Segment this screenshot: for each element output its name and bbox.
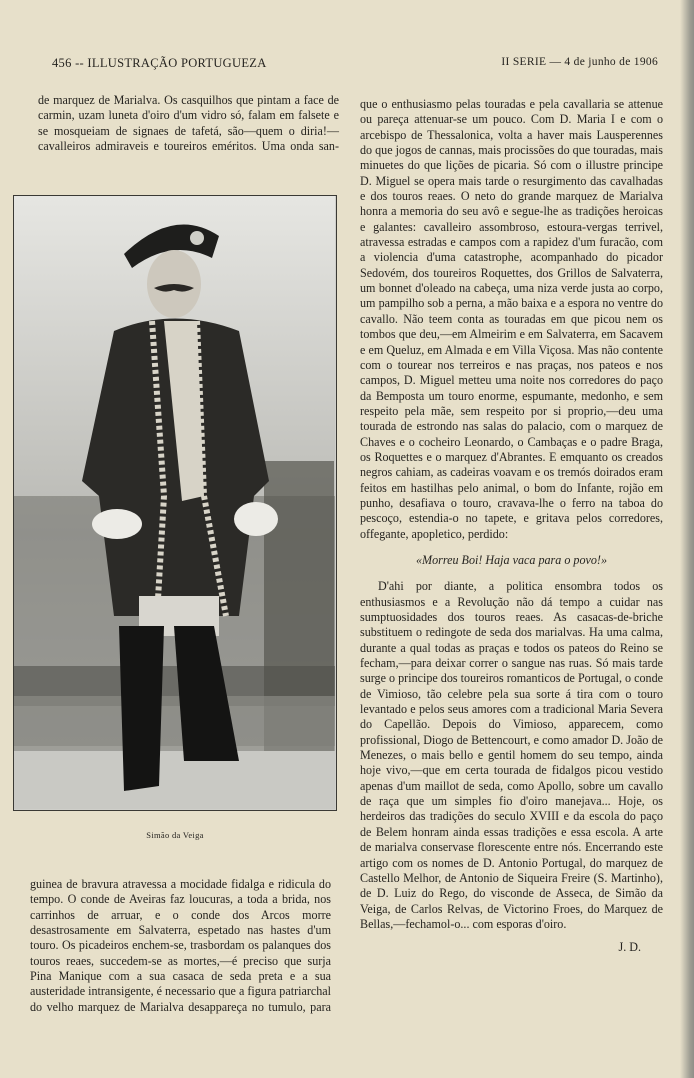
author-signature: J. D.	[618, 940, 641, 955]
article-column-right	[360, 97, 663, 956]
header-issue-date: II SERIE — 4 de junho de 1906	[501, 56, 658, 68]
portrait-illustration	[14, 196, 335, 809]
portrait-photo	[13, 195, 337, 811]
article-paragraph: guinea de bravura atravessa a mocidade fidalga e ridicula do tempo. O conde de Aveiras faz loucuras, a toda a brida, nos carrinhos de arruar, e o conde dos Arcos morre desastrosamente em Salvaterra, espetado nas hastes d'um touro. Os picadeiros enchem-se, trasbordam os palanques dos touros reaes, succedem-se as mortes,—é preciso que surja Pina Manique com a sua casaca de seda preta e a sua austeridade intransigente, é necessario que a figura patriarchal do velho marquez de Marialva desappareça no tumulo, para	[30, 877, 331, 1014]
article-column-bottom-left	[30, 877, 331, 1015]
page-header	[52, 56, 658, 76]
photo-caption: Simão da Veiga	[146, 830, 204, 840]
header-title: 456 -- ILLUSTRAÇÃO PORTUGUEZA	[52, 56, 267, 70]
article-paragraph: que o enthusiasmo pelas touradas e pela cavallaria se attenue ou pareça attenuar-se um pouco. Com D. Maria I e com o arcebispo de Thessalonica, volta a haver mais Lausperennes do que jogos de cannas, mais procissões do que touradas, mais minuetes do que lições de picaria. Só com o illustre principe D. Miguel se opera mais tarde o resurgimento das cavalhadas e dos touros reaes. O neto do grande marquez de Marialva honra a memoria do seu avô e segue-lhe as tradições heroicas e galantes: cavalleiro assombroso, estoura-vergas terrivel, atravessa estradas e campos com a rapidez d'um furacão, com a violencia d'uma catastrophe, acompanhado do picador Sedovém, dos toureiros Roquettes, dos Grillos de Salvaterra, um bonnet d'oleado na cabeça, uma niza verde justa ao corpo, um pampilho sob a perna, a mão baixa e a espora no ventre do cavallo. Não teem conta as touradas em que picou nem os tombos que deu,—em Almeirim e em Salvaterra, em Sacavem e em Queluz, em Almada e em Villa Viçosa. Mas não contente com o tourear nos terreiros e nas praças, nos pateos e nos campos, D. Miguel metteu uma noite nos corredores do paço da Bemposta um touro enorme, espumante, medonho, e sem respeito pela mãe, sem respeito por si proprio,—deu uma tourada de estrondo nas salas do palacio, com o marquez de Chaves e o cocheiro Leonardo, o Cambaças e o padre Braga, os Roquettes e o marquez d'Abrantes. E emquanto os creados negros cahiam, as cadeiras voavam e os tremós doirados eram feitos em hastilhas pelo animal, o bom do Infante, rojão em punho, desafiava o touro, cravava-lhe o ferro na taboa do pescoço, estendia-o no tapete, e gritava pelos corredores, offegante, apopletico, perdido:	[360, 97, 663, 541]
article-paragraph: D'ahi por diante, a politica ensombra todos os enthusiasmos e a Revolução não dá tempo a cuidar nas sumptuosidades dos touros reaes. As casacas-de-briche substituem o redingote de seda dos marialvas. Ha uma calma, durante a qual todas as praças e todos os pateos do Reino se fecham,—para deixar correr o sangue nas ruas. Só mais tarde surge o principe dos toureiros romanticos de Portugal, o conde de Vimioso, tão celebre pela sua sorte á tira com o touro levantado e pelos seus amores com a tradicional Maria Severa do Capellão. Depois do Vimioso, apparecem, como profissional, Diogo de Bettencourt, e como amador D. João de Menezes, o mais bello e gentil homem do seu tempo, ainda hoje vivo,—que em certa tourada de fidalgos picou vestido apenas d'um maillot de seda, como Apollo, sobre um cavallo de raça que um simples fio d'oiro manejava... Hoje, os herdeiros das tradições do seculo XVIII e da escola do paço de Belem honram ainda essas tradições e essa escola. A arte de marialva conservase florescente entre nós. Encerrando este artigo com os nomes de D. Antonio Portugal, do marquez de Castello Melhor, de Antonio de Siqueira Freire (S. Martinho), de D. Luiz do Rego, do visconde de Asseca, de Simão da Veiga, de Carlos Relvas, de Victorino Froes, do Marquez de Bellas,—fechamol-o... com esporas d'oiro.	[360, 579, 663, 931]
pull-quote: «Morreu Boi! Haja vaca para o povo!»	[415, 552, 607, 567]
article-paragraph: de marquez de Marialva. Os casquilhos que pintam a face de carmin, uzam luneta d'oiro d'um vidro só, falam em falsete e se mosqueiam de signaes de tafetá, são—quem o diria!—cavalleiros admiraveis e toureiros eméritos. Uma onda san-	[38, 93, 339, 154]
article-column-top-left	[38, 93, 339, 154]
page-edge	[680, 0, 694, 1078]
